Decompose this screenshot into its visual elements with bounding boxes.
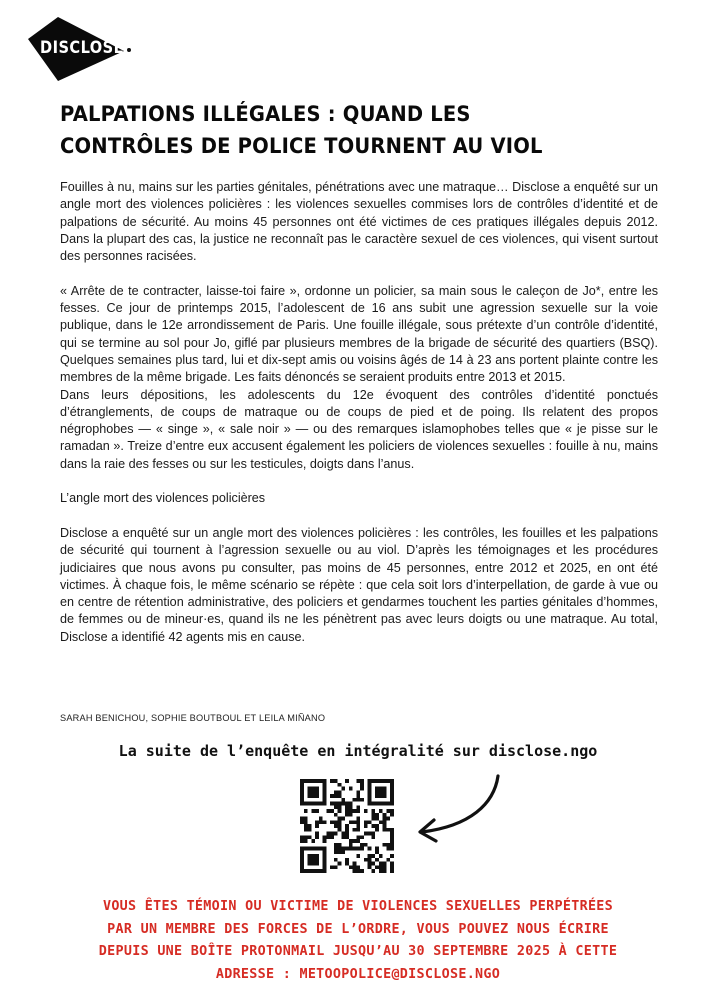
article-paragraph-investigation: Disclose a enquêté sur un angle mort des violences policières : les contrôles, les fouilles et les palpations de sécurité qui tournent à l’agression sexuelle ou au viol. D’après les témoignages et les procédures judiciaires que nous avons pu consulter, pas moins de 45 personnes, entre 2012 et 2025, en ont été victimes. À chaque fois, le même scénario se répète : que cela soit lors d’interpellation, de garde à vue ou en centre de rétention administrative, des policiers et gendarmes touchent les parties génitales d’hommes, de femmes ou de mineur·es, quand ils ne les pénètrent pas avec leurs doigts ou une matraque. Au total, Disclose a identifié 42 agents mis en cause. (60, 525, 658, 644)
logo-dot (127, 48, 131, 52)
curved-arrow-icon (410, 770, 510, 845)
article-paragraph-intro: Fouilles à nu, mains sur les parties génitales, pénétrations avec une matraque… Disclose a enquêté sur un angle mort des violences policières : les violences sexuelles commises lors de contrôles d’identité et de palpations de sécurité. Au moins 45 personnes ont été victimes de ces pratiques illégales depuis 2012. Dans la plupart des cas, la justice ne reconnaît pas le caractère sexuel de ces violences, qui visent surtout des personnes racisées. (60, 180, 658, 264)
contact-appeal-line-4[interactable]: ADRESSE : METOOPOLICE@DISCLOSE.NGO (215, 966, 501, 982)
article-body (60, 179, 658, 646)
article-paragraph-depositions: Dans leurs dépositions, les adolescents du 12e évoquent des contrôles d’identité ponctués d’étranglements, de coups de matraque ou de coups de pied et de poing. Ils relatent des propos négrophobes — « singe », « sale noir » — ou des remarques islamophobes telles que « je pisse sur le ramadan ». Treize d’entre eux accusent également les policiers de violences sexuelles : fouille à nu, mains dans la raie des fesses ou sur les testicules, doigts dans l’anus. (60, 387, 658, 471)
qr-code-icon[interactable] (300, 779, 394, 873)
headline-line-2: CONTRÔLES DE POLICE TOURNENT AU VIOL (60, 134, 543, 158)
author-byline: SARAH BENICHOU, SOPHIE BOUTBOUL ET LEILA MIÑANO (60, 713, 326, 723)
disclose-logo[interactable] (28, 17, 134, 83)
logo-wordmark: DISCLOSE (40, 38, 125, 58)
headline-line-1: PALPATIONS ILLÉGALES : QUAND LES (60, 102, 471, 126)
contact-appeal (40, 896, 676, 986)
qr-code-graphic (300, 779, 394, 873)
contact-appeal-line-3: DEPUIS UNE BOÎTE PROTONMAIL JUSQU’AU 30 SEPTEMBRE 2025 À CETTE (98, 944, 618, 960)
read-more-link[interactable]: La suite de l’enquête en intégralité sur disclose.ngo (118, 742, 598, 760)
contact-appeal-line-2: PAR UN MEMBRE DES FORCES DE L’ORDRE, VOUS POUVEZ NOUS ÉCRIRE (107, 921, 609, 937)
contact-appeal-line-1: VOUS ÊTES TÉMOIN OU VICTIME DE VIOLENCES SEXUELLES PERPÉTRÉES (102, 899, 614, 914)
article-subheading: L’angle mort des violences policières (60, 491, 266, 506)
article-paragraph-testimony: « Arrête de te contracter, laisse-toi faire », ordonne un policier, sa main sous le caleçon de Jo*, entre les fesses. Ce jour de printemps 2015, l’adolescent de 16 ans subit une agression sexuelle sur la voie publique, dans le 12e arrondissement de Paris. Une fouille illégale, sous prétexte d’un contrôle d’identité, qui se termine au sol pour Jo, giflé par plusieurs membres de la brigade de sécurité des quartiers (BSQ). Quelques semaines plus tard, lui et dix-sept amis ou voisins âgés de 14 à 23 ans portent plainte contre les membres de la même brigade. Les faits dénoncés se seraient produits entre 2013 et 2015. (60, 283, 658, 385)
article-headline (60, 98, 618, 162)
